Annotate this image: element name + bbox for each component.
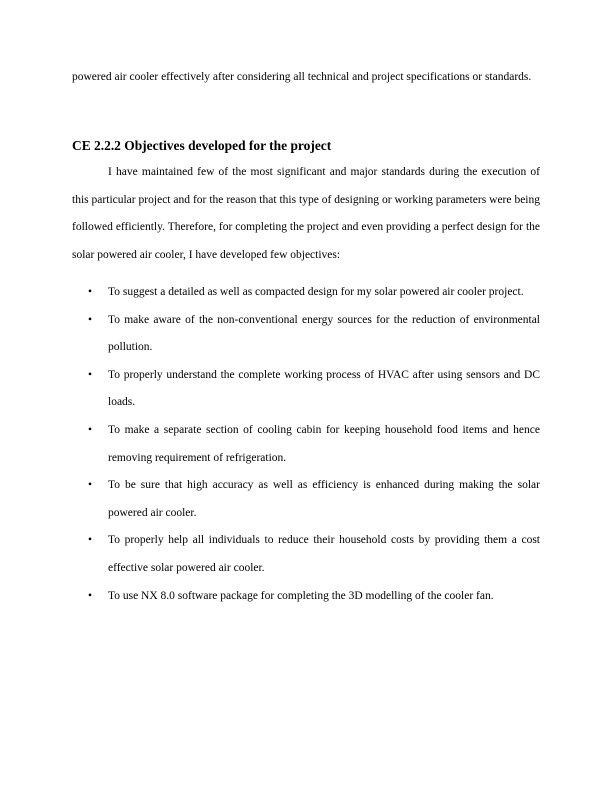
continuation-paragraph: powered air cooler effectively after considering all technical and project specifications or standards. <box>72 71 532 83</box>
objective-text: To make aware of the non-conventional energy sources for the reduction of environmental pollution. <box>108 313 540 354</box>
list-item <box>72 472 540 527</box>
objective-text: To properly understand the complete working process of HVAC after using sensors and DC loads. <box>108 368 540 409</box>
bullet-icon: • <box>88 368 93 381</box>
objective-text: To be sure that high accuracy as well as efficiency is enhanced during making the solar powered air cooler. <box>108 479 540 519</box>
objective-text: To use NX 8.0 software package for completing the 3D modelling of the cooler fan. <box>108 589 494 602</box>
list-item <box>72 527 540 582</box>
objective-text: To suggest a detailed as well as compacted design for my solar powered air cooler project. <box>108 286 524 298</box>
bullet-icon: • <box>88 479 93 492</box>
intro-paragraph: I have maintained few of the most significant and major standards during the execution of this particular project and for the reason that this type of designing or working parameters were being followed efficiently. Therefore, for completing the project and even providing a perfect design for the solar powered air cooler, I have developed few objectives: <box>72 166 540 261</box>
section-heading: CE 2.2.2 Objectives developed for the project <box>72 138 332 153</box>
list-item <box>72 362 540 417</box>
list-item <box>72 417 540 472</box>
bullet-icon: • <box>88 589 93 602</box>
list-item <box>72 583 540 611</box>
list-item <box>72 279 540 307</box>
bullet-icon: • <box>88 286 93 298</box>
list-item <box>72 307 540 362</box>
bullet-icon: • <box>88 313 93 326</box>
bullet-icon: • <box>88 534 93 547</box>
bullet-icon: • <box>88 423 93 436</box>
objective-text: To make a separate section of cooling cabin for keeping household food items and hence removing requirement of refrigeration. <box>108 423 540 464</box>
objectives-list <box>72 279 540 610</box>
objective-text: To properly help all individuals to reduce their household costs by providing them a cost effective solar powered air cooler. <box>108 534 540 574</box>
